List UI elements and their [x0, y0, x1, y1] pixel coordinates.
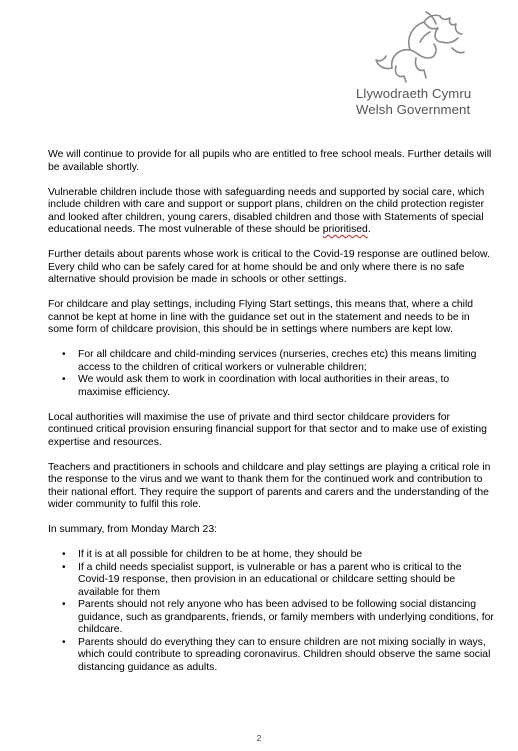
list-item-text: For all childcare and child-minding services (nurseries, creches etc) this means limiting access to the children of critical workers or vulnerable children; — [78, 349, 477, 373]
paragraph-text: Vulnerable children include those with safeguarding needs and supported by social care, which include children with care and support or support plans, children on the child protection register and looked after children, young carers, disabled children and those with Statements of special educational needs. The most vulnerable of these should be — [48, 186, 485, 235]
logo-text-welsh: Llywodraeth Cymru — [356, 86, 472, 101]
list-item-text: If a child needs specialist support, is vulnerable or has a parent who is critical to the Covid-19 response, then provision in an educational or childcare setting should be available for them — [78, 561, 462, 598]
bullet-icon: • — [62, 374, 66, 385]
list-item — [62, 561, 494, 600]
paragraph: We will continue to provide for all pupils who are entitled to free school meals. Further details will be available shortly. — [48, 149, 492, 173]
paragraph: For childcare and play settings, including Flying Start settings, this means that, where a child cannot be kept at home in line with the guidance set out in the statement and needs to be in some form of childcare provision, this should be in settings where numbers are kept low. — [48, 299, 474, 335]
paragraph-text: . — [367, 224, 371, 235]
bullet-icon: • — [62, 561, 66, 573]
bullet-list — [48, 549, 494, 674]
logo-text-english: Welsh Government — [356, 102, 471, 117]
bullet-icon: • — [62, 636, 66, 648]
paragraph: Local authorities will maximise the use of private and third sector childcare providers for continued critical provision ensuring financial support for that sector and to make use of existing expertise and resources. — [48, 411, 487, 448]
list-item — [62, 374, 494, 399]
list-item-text: Parents should do everything they can to ensure children are not mixing socially in ways, which could contribute to spreading coronavirus. Children should observe the same social distancing guidance as adults. — [78, 636, 491, 673]
bullet-icon: • — [62, 349, 66, 360]
list-item — [62, 349, 494, 374]
bullet-list — [48, 349, 494, 399]
bullet-icon: • — [62, 549, 66, 560]
welsh-dragon-icon — [372, 8, 467, 86]
list-item — [62, 636, 494, 675]
bullet-icon: • — [62, 599, 66, 610]
paragraph: Further details about parents whose work is critical to the Covid-19 response are outlined below. Every child who can be safely cared for at home should be and only where there is no safe alternative should provision be made in schools or other settings. — [48, 249, 490, 285]
spellcheck-flagged-word[interactable]: prioritised — [322, 224, 368, 235]
paragraph: Teachers and practitioners in schools and childcare and play settings are playing a critical role in the response to the virus and we want to thank them for the continued work and contribution to their national effort. They require the support of parents and carers and the understanding of the wider community to fulfil this role. — [48, 461, 491, 510]
paragraph: In summary, from Monday March 23: — [48, 524, 217, 535]
list-item — [62, 549, 494, 562]
list-item-text: Parents should not rely anyone who has been advised to be following social distancing guidance, such as grandparents, friends, or family members with underlying conditions, for childcare. — [78, 599, 494, 635]
list-item-text: We would ask them to work in coordination with local authorities in their areas, to maximise efficiency. — [78, 374, 450, 398]
list-item — [62, 599, 494, 637]
page-number: 2 — [256, 733, 262, 743]
paragraph — [48, 187, 494, 237]
document-body — [48, 149, 494, 687]
list-item-text: If it is at all possible for children to be at home, they should be — [78, 549, 363, 560]
